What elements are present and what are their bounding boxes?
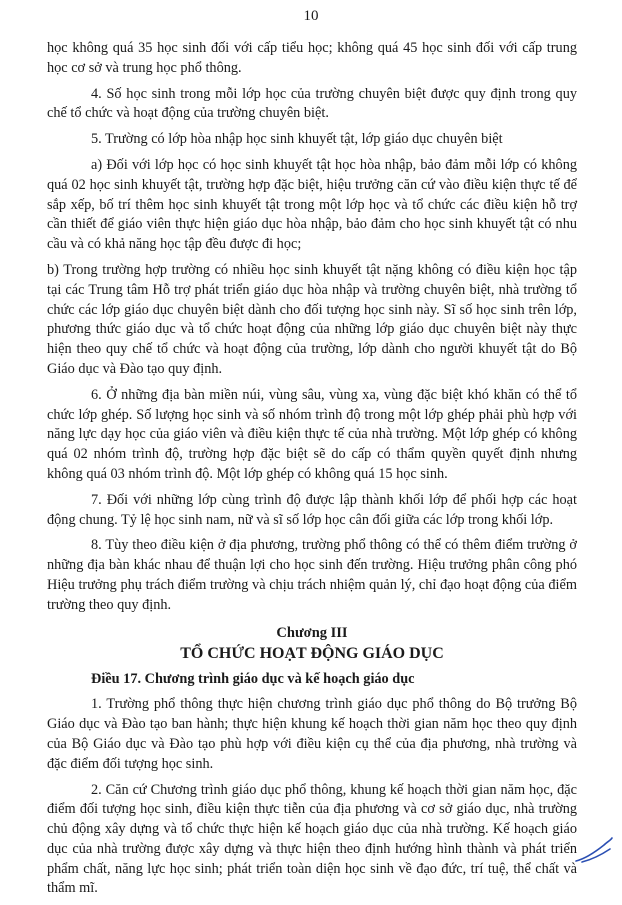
paragraph-item-5a: a) Đối với lớp học có học sinh khuyết tật học hòa nhập, bảo đảm mỗi lớp có không quá 02 học sinh khuyết tật, trường hợp đặc biệt, hiệu trưởng căn cứ vào điều kiện thực tế để sắp xếp, bố trí thêm học sinh khuyết tật trong một lớp học và tổ chức các điều kiện hỗ trợ cần thiết để giáo viên thực hiện giáo dục hòa nhập, bảo đảm cho học sinh khuyết tật có nhu cầu và có khả năng học tập đều được đi học; bbox=[47, 156, 577, 253]
article-paragraph-2: 2. Căn cứ Chương trình giáo dục phổ thông, khung kế hoạch thời gian năm học, đặc điểm đối tượng học sinh, điều kiện thực tiễn của địa phương và cơ sở giáo dục, nhà trường chủ động xây dựng và tổ chức thực hiện kế hoạch giáo dục của nhà trường. Kế hoạch giáo dục của nhà trường được xây dựng và thực hiện theo định hướng hình thành và phát triển phẩm chất, năng lực học sinh; phát triển toàn diện học sinh về đạo đức, trí tuệ, thể chất và thẩm mĩ. bbox=[47, 781, 577, 897]
article-heading: Điều 17. Chương trình giáo dục và kế hoạch giáo dục bbox=[91, 670, 415, 687]
chapter-label: Chương III bbox=[276, 624, 348, 641]
paragraph-item-4: 4. Số học sinh trong mỗi lớp học của trường chuyên biệt được quy định trong quy chế tổ chức và hoạt động của trường chuyên biệt. bbox=[47, 85, 577, 122]
paragraph-continuation: học không quá 35 học sinh đối với cấp tiểu học; không quá 45 học sinh đối với cấp trung học cơ sở và trung học phổ thông. bbox=[47, 40, 577, 76]
chapter-title: TỔ CHỨC HOẠT ĐỘNG GIÁO DỤC bbox=[180, 644, 444, 662]
paragraph-item-6: 6. Ở những địa bàn miền núi, vùng sâu, vùng xa, vùng đặc biệt khó khăn có thể tổ chức lớp ghép. Số lượng học sinh và số nhóm trình độ trong một lớp ghép phải phù hợp với năng lực dạy học của giáo viên và điều kiện thực tế của nhà trường. Một lớp ghép có không quá 02 nhóm trình độ, trường hợp đặc biệt sẽ do cấp có thẩm quyền quyết định nhưng không quá 03 nhóm trình độ. Một lớp ghép có không quá 15 học sinh. bbox=[47, 386, 577, 482]
paragraph-item-8: 8. Tùy theo điều kiện ở địa phương, trường phổ thông có thể có thêm điểm trường ở những địa bàn khác nhau để thuận lợi cho học sinh đến trường. Hiệu trưởng phân công phó Hiệu trưởng phụ trách điểm trường và chịu trách nhiệm quản lý, chỉ đạo hoạt động của điểm trường theo quy định. bbox=[47, 537, 577, 613]
document-body bbox=[47, 39, 577, 905]
signature-mark bbox=[574, 835, 614, 865]
paragraph-item-5b: b) Trong trường hợp trường có nhiều học sinh khuyết tật nặng không có điều kiện học tập tại các Trung tâm Hỗ trợ phát triển giáo dục hòa nhập và trường chuyên biệt, nhà trường tổ chức các lớp giáo dục chuyên biệt dành cho đối tượng học sinh này. Sĩ số học sinh trên lớp, phương thức giáo dục và tổ chức hoạt động của những lớp giáo dục chuyên biệt này thực hiện theo quy chế tổ chức và hoạt động của trường, lớp dành cho người khuyết tật do Bộ Giáo dục và Đào tạo quy định. bbox=[47, 261, 577, 377]
paragraph-item-7: 7. Đối với những lớp cùng trình độ được lập thành khối lớp để phối hợp các hoạt động chung. Tỷ lệ học sinh nam, nữ và sĩ số lớp học cân đối giữa các lớp trong khối lớp. bbox=[47, 491, 577, 528]
paragraph-item-5: 5. Trường có lớp hòa nhập học sinh khuyết tật, lớp giáo dục chuyên biệt bbox=[91, 131, 503, 148]
page-number: 10 bbox=[303, 8, 319, 24]
article-paragraph-1: 1. Trường phổ thông thực hiện chương trình giáo dục phổ thông do Bộ trưởng Bộ Giáo dục và Đào tạo ban hành; thực hiện khung kế hoạch thời gian năm học theo quy định của Bộ Giáo dục và Đào tạo phù hợp với điều kiện cụ thể của địa phương, nhà trường và đặc điểm đối tượng học sinh. bbox=[47, 696, 577, 772]
